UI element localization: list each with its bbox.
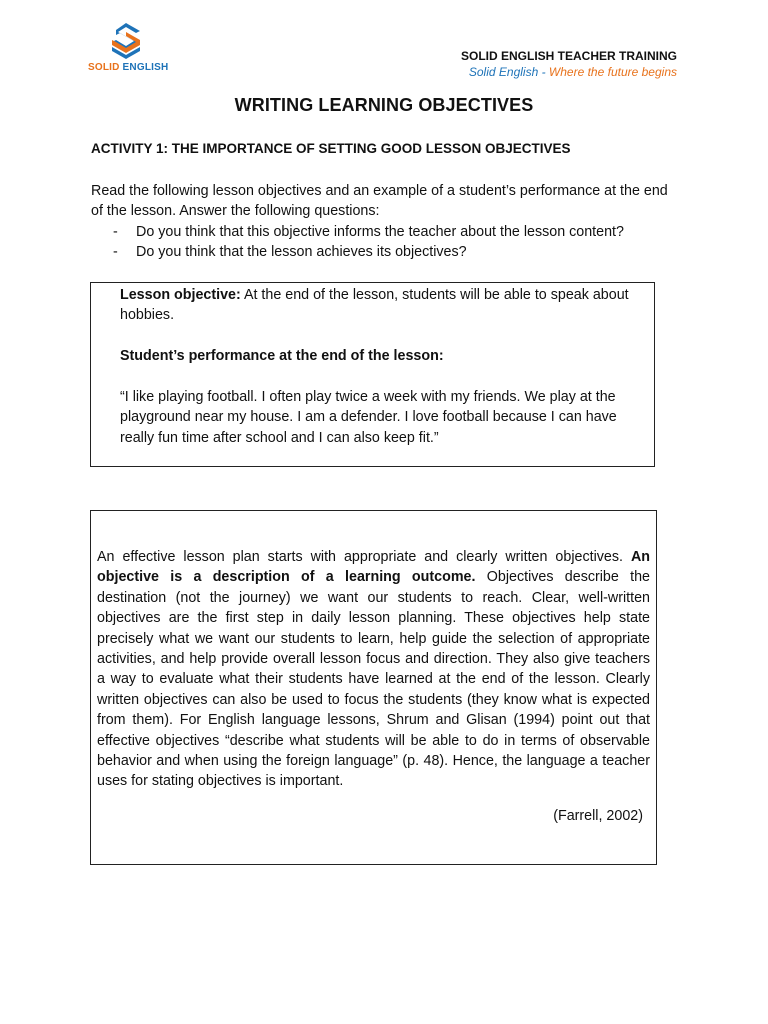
logo-word-english: ENGLISH bbox=[122, 62, 169, 73]
tagline-motto: Where the future begins bbox=[548, 65, 677, 79]
performance-heading bbox=[120, 346, 652, 366]
document-title: WRITING LEARNING OBJECTIVES bbox=[234, 95, 534, 115]
performance-label: Student’s performance at the end of the lesson: bbox=[120, 348, 444, 365]
reading-paragraph bbox=[97, 547, 650, 792]
question-item bbox=[91, 222, 681, 242]
reading-box bbox=[90, 510, 657, 865]
example-box-content bbox=[120, 285, 652, 448]
lesson-objective-label: Lesson objective: bbox=[120, 287, 241, 303]
tagline-brand: Solid English bbox=[468, 65, 539, 79]
reading-box-content bbox=[97, 547, 650, 792]
example-box bbox=[90, 282, 655, 467]
performance-quote: “I like playing football. I often play twice a week with my friends. We play at the playground near my house. I am a defender. I love football because I can have really fun time after school and I can also keep fit.” bbox=[120, 389, 617, 446]
question-text: Do you think that the lesson achieves its objectives? bbox=[136, 244, 467, 261]
reading-text-bold: An objective is a description of a learning outcome. bbox=[97, 549, 650, 586]
logo-word-solid: SOLID bbox=[88, 62, 120, 73]
question-list bbox=[91, 222, 681, 263]
solid-english-logo bbox=[88, 22, 168, 74]
activity-title: ACTIVITY 1: THE IMPORTANCE OF SETTING GOOD LESSON OBJECTIVES bbox=[91, 141, 571, 156]
header-title: SOLID ENGLISH TEACHER TRAINING bbox=[460, 49, 677, 63]
solid-english-s-logo-icon bbox=[111, 22, 141, 60]
bullet-dash: - bbox=[113, 244, 118, 261]
header-right bbox=[461, 49, 677, 80]
question-text: Do you think that this objective informs the teacher about the lesson content? bbox=[136, 223, 624, 240]
intro-paragraph: Read the following lesson objectives and an example of a student’s performance at the end of the lesson. Answer the following questions: bbox=[91, 183, 668, 220]
reading-text-part2: Objectives describe the destination (not the journey) we want our students to reach. Clear, well-written objectives are the first step in daily lesson planning. These objectives help state precisely what we want our students to learn, help guide the selection of appropriate activities, and help provide overall lesson focus and direction. They also give teachers a way to evaluate what their students have learned at the end of the lesson. Clearly written objectives can also be used to focus the students (they know what is expected from them). For English language lessons, Shrum and Glisan (1994) point out that effective objectives “describe what students will be able to do in terms of observable behavior and when using the foreign language” (p. 48). Hence, the language a teacher uses for stating objectives is important. bbox=[97, 569, 650, 790]
logo-wordmark bbox=[88, 62, 168, 73]
reading-text-part1: An effective lesson plan starts with appropriate and clearly written objectives. bbox=[97, 549, 631, 565]
tagline-separator: - bbox=[538, 65, 549, 79]
intro-section bbox=[91, 181, 681, 263]
header-tagline bbox=[461, 64, 677, 80]
bullet-dash: - bbox=[113, 223, 118, 240]
question-item bbox=[91, 242, 681, 262]
lesson-objective-text: At the end of the lesson, students will be able to speak about hobbies. bbox=[120, 287, 629, 324]
citation: (Farrell, 2002) bbox=[553, 808, 643, 824]
lesson-objective bbox=[120, 285, 652, 326]
